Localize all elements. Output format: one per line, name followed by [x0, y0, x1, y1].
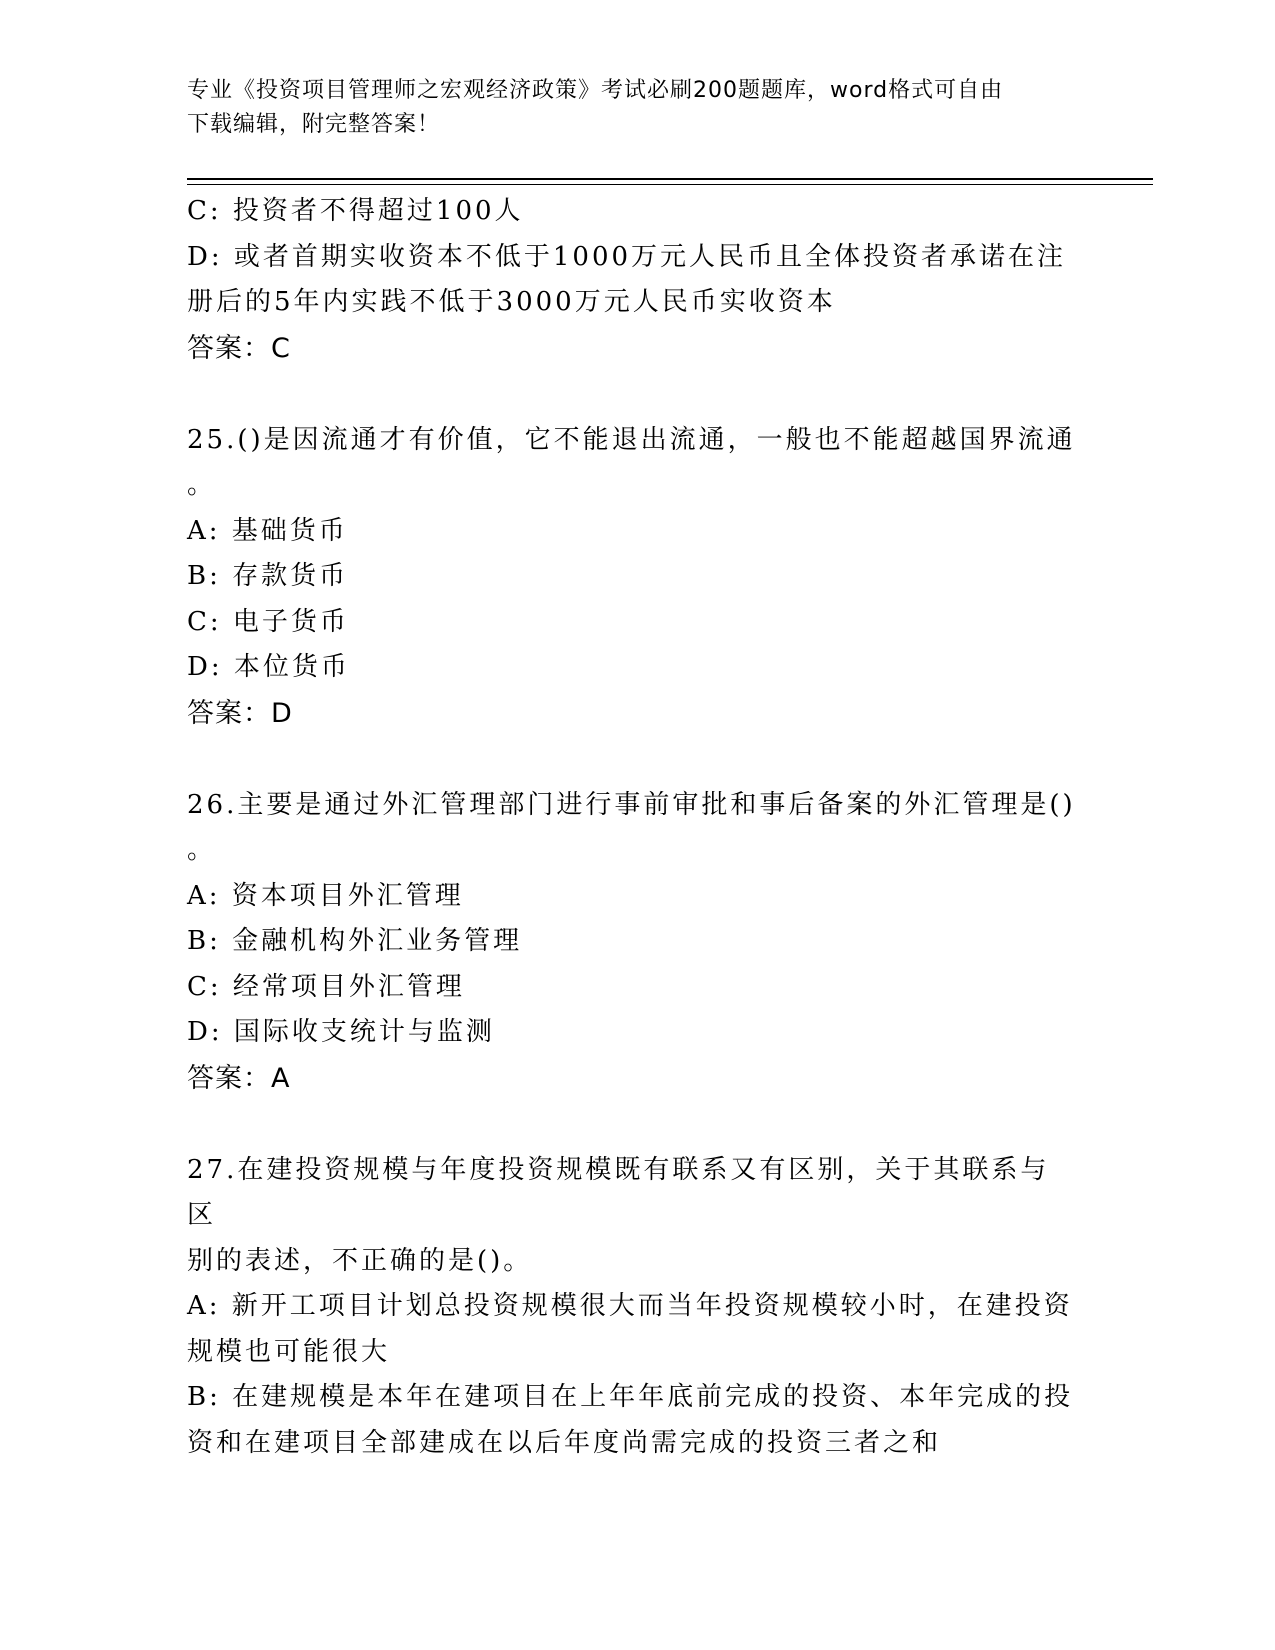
question-stem-line-1: 25.()是因流通才有价值，它不能退出流通，一般也不能超越国界流通 [187, 424, 1076, 455]
option-b: B: 金融机构外汇业务管理 [187, 926, 523, 956]
question-stem-line-1: 27.在建投资规模与年度投资规模既有联系又有区别，关于其联系与区 [187, 1154, 1050, 1230]
header-divider-thin [187, 184, 1153, 185]
question-block-25 [187, 418, 1077, 737]
question-stem-line-1: 26.主要是通过外汇管理部门进行事前审批和事后备案的外汇管理是() [187, 789, 1076, 820]
question-block-24 [187, 189, 1077, 372]
document-body [187, 189, 1077, 1466]
answer-label: 答案：C [187, 332, 291, 364]
question-stem-line-2: 别的表述，不正确的是()。 [187, 1245, 533, 1276]
question-block-26 [187, 783, 1077, 1102]
option-b-line-2: 资和在建项目全部建成在以后年度尚需完成的投资三者之和 [187, 1427, 942, 1458]
question-stem-line-2: 。 [187, 470, 217, 500]
option-a-line-2: 规模也可能很大 [187, 1336, 391, 1367]
option-a: A: 资本项目外汇管理 [187, 880, 464, 911]
option-c: C: 经常项目外汇管理 [187, 971, 465, 1002]
document-header [187, 74, 1087, 142]
option-d-line-1: D: 或者首期实收资本不低于1000万元人民币且全体投资者承诺在注 [187, 241, 1067, 272]
option-a-line-1: A: 新开工项目计划总投资规模很大而当年投资规模较小时，在建投资 [187, 1291, 1073, 1321]
option-a: A: 基础货币 [187, 515, 348, 546]
option-c: C: 电子货币 [187, 606, 349, 637]
question-stem-line-2: 。 [187, 835, 217, 865]
spacer [187, 372, 1077, 418]
answer-label: 答案：D [187, 697, 293, 729]
option-d: D: 本位货币 [187, 652, 350, 682]
option-b: B: 存款货币 [187, 561, 349, 591]
option-d: D: 国际收支统计与监测 [187, 1017, 495, 1047]
answer-label: 答案：A [187, 1062, 291, 1094]
header-divider-thick [187, 178, 1153, 180]
option-b-line-1: B: 在建规模是本年在建项目在上年年底前完成的投资、本年完成的投 [187, 1382, 1074, 1412]
header-title-line-2: 下载编辑，附完整答案！ [187, 112, 441, 137]
header-title-line-1: 专业《投资项目管理师之宏观经济政策》考试必刷200题题库，word格式可自由 [187, 78, 1004, 103]
option-c: C: 投资者不得超过100人 [187, 196, 524, 226]
spacer [187, 737, 1077, 783]
question-block-27 [187, 1148, 1077, 1467]
spacer [187, 1102, 1077, 1148]
option-d-line-2: 册后的5年内实践不低于3000万元人民币实收资本 [187, 287, 836, 317]
